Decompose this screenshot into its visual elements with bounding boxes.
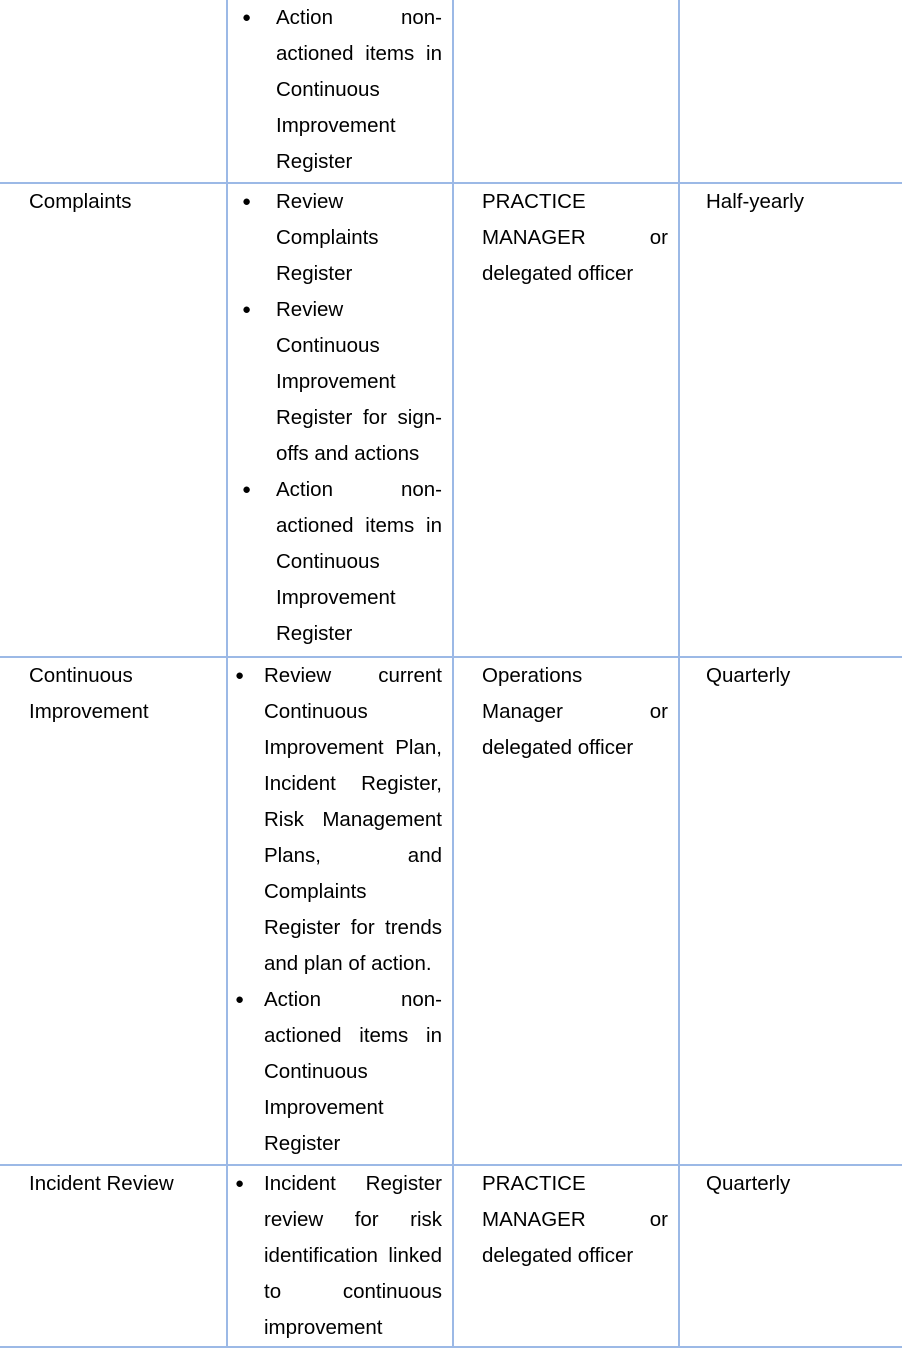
list-item: ● Action non-actioned items in Continuous Improvement Register xyxy=(240,472,442,652)
area-cell: Complaints xyxy=(0,183,227,657)
responsible-cell xyxy=(453,0,679,183)
table-row xyxy=(0,183,902,657)
actions-cell xyxy=(227,1165,453,1347)
table-row xyxy=(0,0,902,183)
action-list xyxy=(240,184,442,652)
area-cell: Continuous Improvement xyxy=(0,657,227,1165)
table-row xyxy=(0,657,902,1165)
frequency-cell xyxy=(679,0,902,183)
table-row xyxy=(0,1165,902,1347)
actions-cell xyxy=(227,0,453,183)
action-list xyxy=(240,1166,442,1346)
list-item: ● Review Complaints Register xyxy=(240,184,442,292)
area-cell xyxy=(0,0,227,183)
responsible-cell: Operations Manager or delegated officer xyxy=(453,657,679,1165)
actions-cell xyxy=(227,183,453,657)
frequency-cell: Half-yearly xyxy=(679,183,902,657)
action-list xyxy=(240,0,442,180)
list-item: ● Incident Register review for risk identification linked to continuous improvement xyxy=(240,1166,442,1346)
list-item: ● Review current Continuous Improvement Plan, Incident Register, Risk Management Plans, and Complaints Register for trends and plan of action. xyxy=(240,658,442,982)
list-item: ● Action non-actioned items in Continuous Improvement Register xyxy=(240,0,442,180)
responsible-cell: PRACTICE MANAGER or delegated officer xyxy=(453,1165,679,1347)
frequency-cell: Quarterly xyxy=(679,657,902,1165)
action-list xyxy=(240,658,442,1162)
frequency-cell: Quarterly xyxy=(679,1165,902,1347)
area-cell: Incident Review xyxy=(0,1165,227,1347)
actions-cell xyxy=(227,657,453,1165)
responsible-cell: PRACTICE MANAGER or delegated officer xyxy=(453,183,679,657)
list-item: ● Action non-actioned items in Continuous Improvement Register xyxy=(240,982,442,1162)
list-item: ● Review Continuous Improvement Register for sign-offs and actions xyxy=(240,292,442,472)
